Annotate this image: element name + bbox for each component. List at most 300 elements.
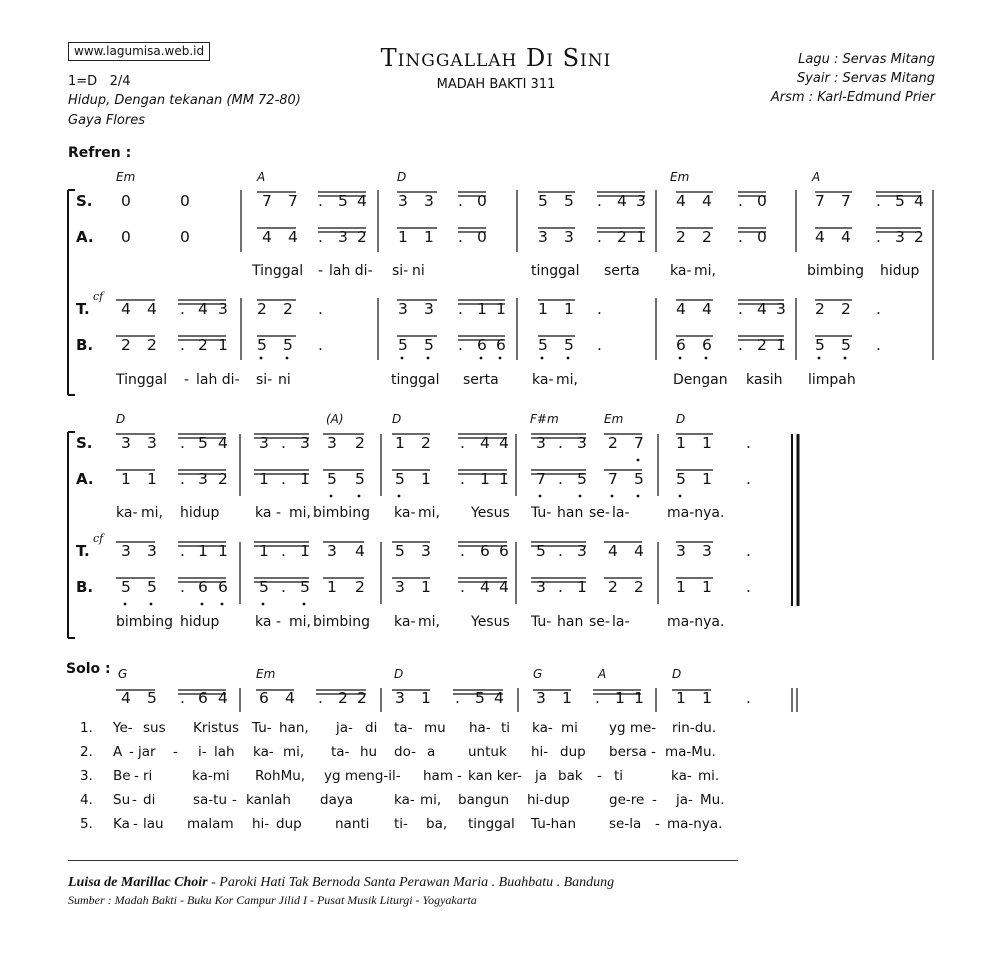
note-b: 6 <box>496 336 506 354</box>
voice-label: B. <box>76 336 94 354</box>
lyric-syllable: yg meng-il- <box>324 768 401 784</box>
lyric-syllable: mu <box>424 720 446 736</box>
note-s: 3 <box>121 434 131 452</box>
octave-dot <box>567 357 570 360</box>
lyric-syllable: - <box>597 768 602 784</box>
note-a: 5 <box>634 470 644 488</box>
lyric-syllable: ma-nya. <box>667 505 725 521</box>
octave-dot <box>221 603 224 606</box>
lyric-syllable: mi <box>561 720 578 736</box>
credit-arsm: Arsm : Karl-Edmund Prier <box>770 90 935 105</box>
note-b: 5 <box>283 336 293 354</box>
note-a: 5 <box>355 470 365 488</box>
note-solo: 1 <box>421 689 431 707</box>
lyric-syllable: ni <box>412 263 425 279</box>
note-b: 4 <box>480 578 490 596</box>
stanza-number: 4. <box>80 792 93 808</box>
note-b: 1 <box>702 578 712 596</box>
note-solo: 3 <box>536 689 546 707</box>
lyric-syllable: dup <box>560 744 586 760</box>
lyric-syllable: hu <box>360 744 378 760</box>
chord-symbol: D <box>676 412 686 426</box>
note-solo: 5 <box>147 689 157 707</box>
lyric-syllable: yg me- <box>609 720 657 736</box>
lyric-syllable: mi. <box>698 768 720 784</box>
voice-label: B. <box>76 578 94 596</box>
note-t: 5 <box>395 542 405 560</box>
note-a: . <box>281 470 286 488</box>
note-a: 4 <box>262 228 272 246</box>
note-b: . <box>281 578 286 596</box>
voice-label: T. <box>76 542 90 560</box>
stanza-number: 2. <box>80 744 93 760</box>
note-t: . <box>597 300 602 318</box>
note-t: 3 <box>327 542 337 560</box>
lyric-syllable: tinggal <box>468 816 515 832</box>
note-a: 1 <box>398 228 408 246</box>
note-b: 3 <box>395 578 405 596</box>
note-t: 1 <box>259 542 269 560</box>
lyric-syllable: kasih <box>746 372 783 388</box>
note-s: 4 <box>617 192 627 210</box>
note-a: 2 <box>357 228 367 246</box>
note-a: 3 <box>338 228 348 246</box>
lyric-syllable: - <box>134 768 139 784</box>
lyric-syllable: ja <box>535 768 548 784</box>
note-s: 3 <box>424 192 434 210</box>
voice-label: S. <box>76 434 93 452</box>
note-t: 1 <box>496 300 506 318</box>
lyric-syllable: se-la <box>609 816 642 832</box>
voice-label: A. <box>76 228 94 246</box>
note-solo: . <box>746 689 751 707</box>
chord-symbol: Em <box>670 170 690 184</box>
note-t: 1 <box>564 300 574 318</box>
note-a: . <box>458 228 463 246</box>
lyric-syllable: la- <box>612 614 630 630</box>
lyric-syllable: - <box>276 505 282 521</box>
voice-label: A. <box>76 470 94 488</box>
note-a: 1 <box>424 228 434 246</box>
note-b: 6 <box>477 336 487 354</box>
style-marking: Gaya Flores <box>68 113 145 128</box>
note-s: . <box>180 434 185 452</box>
lyric-syllable: bersa <box>609 744 647 760</box>
note-b: 5 <box>564 336 574 354</box>
chord-symbol: D <box>397 170 407 184</box>
note-b: 5 <box>121 578 131 596</box>
lyric-syllable: la- <box>612 505 630 521</box>
lyric-syllable: se- <box>589 505 610 521</box>
lyric-syllable: i- <box>198 744 207 760</box>
footer-divider <box>68 860 738 861</box>
lyric-syllable: tinggal <box>391 372 440 388</box>
note-solo: 1 <box>676 689 686 707</box>
song-title: Tinggallah Di Sini <box>380 44 612 72</box>
note-t: 2 <box>815 300 825 318</box>
note-b: 1 <box>676 578 686 596</box>
note-a: . <box>746 470 751 488</box>
note-s: 7 <box>841 192 851 210</box>
note-solo: 5 <box>475 689 485 707</box>
lyric-syllable: kan ker- <box>468 768 522 784</box>
note-t: 4 <box>198 300 208 318</box>
note-a: 1 <box>421 470 431 488</box>
note-s: . <box>738 192 743 210</box>
note-b: . <box>318 336 323 354</box>
lyric-syllable: Yesus <box>471 614 510 630</box>
octave-dot <box>679 495 682 498</box>
lyric-syllable: ka- <box>116 505 138 521</box>
lyric-syllable: - <box>232 792 237 808</box>
note-b: 5 <box>257 336 267 354</box>
note-b: 4 <box>499 578 509 596</box>
note-a: . <box>597 228 602 246</box>
note-s: 0 <box>757 192 767 210</box>
note-s: 7 <box>262 192 272 210</box>
footer-source: Sumber : Madah Bakti - Buku Kor Campur Jilid I - Pusat Musik Liturgi - Yogyakarta <box>68 893 477 907</box>
note-s: . <box>281 434 286 452</box>
chord-symbol: A <box>812 170 821 184</box>
note-b: 5 <box>259 578 269 596</box>
note-t: . <box>738 300 743 318</box>
note-s: 0 <box>477 192 487 210</box>
note-a: . <box>460 470 465 488</box>
lyric-syllable: lau <box>143 816 164 832</box>
note-b: 6 <box>702 336 712 354</box>
note-a: 3 <box>538 228 548 246</box>
octave-dot <box>330 495 333 498</box>
lyric-syllable: ka <box>255 614 272 630</box>
lyric-syllable: ka- <box>394 614 416 630</box>
note-b: 2 <box>198 336 208 354</box>
note-solo: 1 <box>615 689 625 707</box>
lyric-syllable: mi, <box>283 744 305 760</box>
lyric-syllable: A <box>113 744 123 760</box>
note-b: 2 <box>757 336 767 354</box>
note-a: 1 <box>121 470 131 488</box>
note-a: 1 <box>147 470 157 488</box>
note-t: 4 <box>608 542 618 560</box>
lyric-syllable: Tinggal <box>116 372 168 388</box>
octave-dot <box>679 357 682 360</box>
lyric-syllable: ti <box>501 720 511 736</box>
note-t: 4 <box>757 300 767 318</box>
lyric-syllable: lah di- <box>329 263 373 279</box>
lyric-syllable: Tu- <box>252 720 272 736</box>
note-b: 6 <box>198 578 208 596</box>
lyric-syllable: Tu- <box>531 614 552 630</box>
note-solo: 1 <box>702 689 712 707</box>
lyric-syllable: ti <box>614 768 624 784</box>
note-a: . <box>558 470 563 488</box>
note-a: 5 <box>676 470 686 488</box>
voice-label: T. <box>76 300 90 318</box>
note-s: . <box>318 192 323 210</box>
note-solo: . <box>318 689 323 707</box>
lyric-syllable: mi, <box>418 614 440 630</box>
octave-dot <box>844 357 847 360</box>
lyric-syllable: - <box>133 816 138 832</box>
lyric-syllable: mi, <box>141 505 163 521</box>
note-s: 4 <box>914 192 924 210</box>
lyric-syllable: nanti <box>335 816 370 832</box>
lyric-syllable: - <box>173 744 178 760</box>
lyric-syllable: hidup <box>180 505 220 521</box>
chord-symbol: D <box>394 667 404 681</box>
note-solo: 4 <box>494 689 504 707</box>
octave-dot <box>480 357 483 360</box>
note-a: 1 <box>480 470 490 488</box>
note-s: 1 <box>676 434 686 452</box>
lyric-syllable: tinggal <box>531 263 580 279</box>
note-b: . <box>738 336 743 354</box>
note-s: 7 <box>815 192 825 210</box>
tempo-marking: Hidup, Dengan tekanan (MM 72-80) <box>68 93 301 108</box>
note-solo: 1 <box>562 689 572 707</box>
chord-symbol: D <box>392 412 402 426</box>
note-s: 1 <box>395 434 405 452</box>
octave-dot <box>705 357 708 360</box>
cantus-firmus-mark: cf <box>93 290 104 303</box>
octave-dot <box>201 603 204 606</box>
lyric-syllable: Tu-han <box>531 816 577 832</box>
note-s: 4 <box>480 434 490 452</box>
octave-dot <box>427 357 430 360</box>
note-b: 5 <box>398 336 408 354</box>
note-t: . <box>746 542 751 560</box>
note-t: 1 <box>300 542 310 560</box>
note-a: 4 <box>841 228 851 246</box>
octave-dot <box>499 357 502 360</box>
lyric-syllable: mi, <box>289 505 311 521</box>
note-t: 2 <box>841 300 851 318</box>
note-s: . <box>746 434 751 452</box>
lyric-syllable: a <box>427 744 436 760</box>
note-t: . <box>318 300 323 318</box>
lyric-syllable: bimbing <box>807 263 864 279</box>
note-b: . <box>460 578 465 596</box>
lyric-syllable: di <box>365 720 378 736</box>
note-b: 2 <box>634 578 644 596</box>
lyric-syllable: - <box>129 744 134 760</box>
lyric-syllable: ma-Mu. <box>665 744 716 760</box>
note-s: 4 <box>218 434 228 452</box>
note-s: 4 <box>357 192 367 210</box>
octave-dot <box>818 357 821 360</box>
note-b: 2 <box>121 336 131 354</box>
note-a: 2 <box>914 228 924 246</box>
key-value: 1=D <box>68 74 98 89</box>
note-b: 5 <box>815 336 825 354</box>
note-a: . <box>180 470 185 488</box>
chord-symbol: Em <box>256 667 276 681</box>
footer-choir-line <box>68 875 614 891</box>
lyric-syllable: ma-nya. <box>667 816 723 832</box>
stanza-number: 3. <box>80 768 93 784</box>
lyric-syllable: - <box>655 816 660 832</box>
lyric-syllable: malam <box>187 816 234 832</box>
note-s: 3 <box>577 434 587 452</box>
lyric-syllable: ja- <box>336 720 353 736</box>
note-s: 4 <box>676 192 686 210</box>
lyric-syllable: rin-du. <box>672 720 717 736</box>
lyric-syllable: Ka <box>113 816 130 832</box>
octave-dot <box>286 357 289 360</box>
note-b: . <box>180 336 185 354</box>
note-b: . <box>180 578 185 596</box>
octave-dot <box>303 603 306 606</box>
lyric-syllable: Tinggal <box>252 263 304 279</box>
note-t: 1 <box>477 300 487 318</box>
octave-dot <box>539 495 542 498</box>
lyric-syllable: han, <box>279 720 309 736</box>
note-a: 0 <box>180 228 190 246</box>
parish-name: - Paroki Hati Tak Bernoda Santa Perawan Maria . Buahbatu . Bandung <box>207 875 615 890</box>
note-t: 4 <box>355 542 365 560</box>
stanza-number: 1. <box>80 720 93 736</box>
note-t: . <box>281 542 286 560</box>
lyric-syllable: Yesus <box>471 505 510 521</box>
octave-dot <box>358 495 361 498</box>
note-solo: 2 <box>338 689 348 707</box>
note-t: 3 <box>421 542 431 560</box>
chord-symbol: D <box>116 412 126 426</box>
note-s: 5 <box>895 192 905 210</box>
chord-symbol: Em <box>116 170 136 184</box>
lyric-syllable: ka- <box>532 720 553 736</box>
note-s: 0 <box>121 192 131 210</box>
note-s: 7 <box>634 434 644 452</box>
note-a: . <box>876 228 881 246</box>
lyric-syllable: serta <box>463 372 499 388</box>
lyric-syllable: Mu. <box>700 792 725 808</box>
lyric-syllable: Su <box>113 792 131 808</box>
lyric-syllable: mi, <box>289 614 311 630</box>
note-solo: 3 <box>395 689 405 707</box>
lyric-syllable: mi, <box>418 505 440 521</box>
voice-label: S. <box>76 192 93 210</box>
note-s: 3 <box>259 434 269 452</box>
octave-dot <box>541 357 544 360</box>
note-t: 4 <box>147 300 157 318</box>
lyric-syllable: sa-tu <box>193 792 228 808</box>
note-s: . <box>597 192 602 210</box>
note-b: . <box>458 336 463 354</box>
note-t: . <box>460 542 465 560</box>
note-a: 7 <box>608 470 618 488</box>
lyric-syllable: bak <box>558 768 583 784</box>
chord-symbol: D <box>672 667 682 681</box>
octave-dot <box>260 357 263 360</box>
note-a: 4 <box>288 228 298 246</box>
note-b: . <box>597 336 602 354</box>
lyric-syllable: ka- <box>532 372 554 388</box>
note-b: . <box>558 578 563 596</box>
note-solo: 4 <box>285 689 295 707</box>
note-s: 0 <box>180 192 190 210</box>
lyric-syllable: lah <box>214 744 235 760</box>
lyric-syllable: ta- <box>394 720 413 736</box>
chord-symbol: F#m <box>530 412 559 426</box>
lyric-syllable: mi, <box>694 263 716 279</box>
octave-dot <box>401 357 404 360</box>
note-s: 2 <box>355 434 365 452</box>
note-a: 5 <box>577 470 587 488</box>
lyric-syllable: - <box>276 614 282 630</box>
lyric-syllable: ma-nya. <box>667 614 725 630</box>
lyric-syllable: Dengan <box>673 372 728 388</box>
note-t: 1 <box>218 542 228 560</box>
note-solo: . <box>455 689 460 707</box>
lyric-syllable: ka-mi <box>192 768 230 784</box>
note-solo: 1 <box>634 689 644 707</box>
lyric-syllable: RohMu, <box>255 768 306 784</box>
note-a: . <box>738 228 743 246</box>
note-a: 2 <box>702 228 712 246</box>
lyric-syllable: han <box>557 505 584 521</box>
lyric-syllable: jar <box>138 744 156 760</box>
note-solo: 6 <box>259 689 269 707</box>
note-s: 5 <box>338 192 348 210</box>
lyric-syllable: bimbing <box>313 505 370 521</box>
chord-symbol: G <box>533 667 543 681</box>
note-b: 1 <box>776 336 786 354</box>
octave-dot <box>124 603 127 606</box>
lyric-syllable: - <box>652 792 657 808</box>
website-url[interactable]: www.lagumisa.web.id <box>68 42 210 61</box>
note-a: 3 <box>564 228 574 246</box>
note-s: . <box>876 192 881 210</box>
lyric-syllable: ka- <box>253 744 274 760</box>
note-b: 6 <box>676 336 686 354</box>
note-t: 6 <box>480 542 490 560</box>
note-t: 4 <box>121 300 131 318</box>
note-t: 2 <box>257 300 267 318</box>
note-a: 1 <box>636 228 646 246</box>
note-t: 1 <box>198 542 208 560</box>
octave-dot <box>262 603 265 606</box>
lyric-syllable: ham <box>423 768 453 784</box>
solo-label: Solo : <box>66 661 111 677</box>
lyric-syllable: - <box>132 792 137 808</box>
note-t: 5 <box>536 542 546 560</box>
note-s: . <box>458 192 463 210</box>
note-b: 6 <box>218 578 228 596</box>
note-t: 3 <box>776 300 786 318</box>
chord-symbol: G <box>118 667 128 681</box>
note-s: 3 <box>398 192 408 210</box>
lyric-syllable: ba, <box>426 816 448 832</box>
lyric-syllable: ge-re <box>609 792 645 808</box>
note-t: 1 <box>538 300 548 318</box>
note-s: 1 <box>702 434 712 452</box>
lyric-syllable: ni <box>278 372 291 388</box>
stanza-number: 5. <box>80 816 93 832</box>
note-a: 1 <box>259 470 269 488</box>
note-a: 5 <box>395 470 405 488</box>
note-b: 3 <box>536 578 546 596</box>
note-t: . <box>876 300 881 318</box>
lyric-syllable: Tu- <box>531 505 552 521</box>
octave-dot <box>637 495 640 498</box>
lyric-syllable: Ye- <box>113 720 133 736</box>
lyric-syllable: mi, <box>556 372 578 388</box>
note-a: 1 <box>702 470 712 488</box>
note-a: 3 <box>198 470 208 488</box>
time-signature: 2/4 <box>109 74 131 89</box>
lyric-syllable: mi, <box>420 792 442 808</box>
